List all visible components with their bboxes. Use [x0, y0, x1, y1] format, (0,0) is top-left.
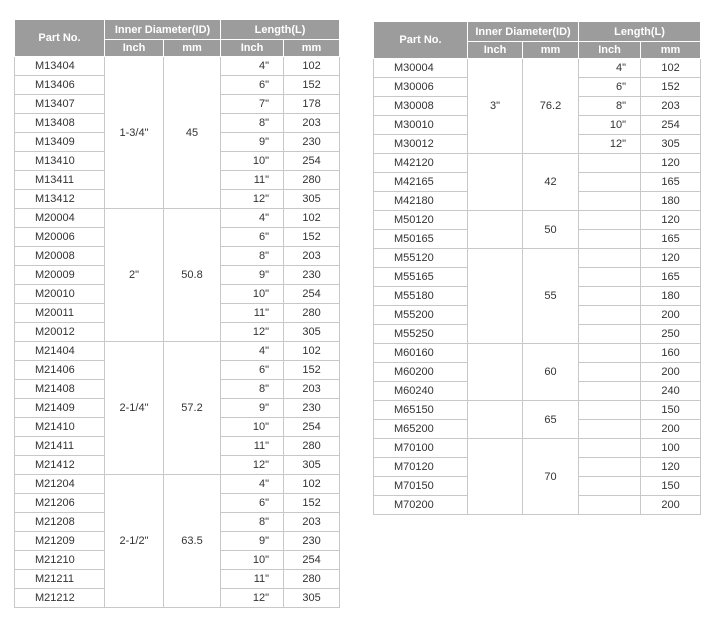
part-number-cell: M21209 [15, 532, 105, 551]
length-inch-cell: 8" [221, 380, 284, 399]
inner-diameter-inch-cell [468, 344, 523, 401]
part-number-cell: M21409 [15, 399, 105, 418]
table-body-left [15, 57, 340, 608]
part-number-cell: M13408 [15, 114, 105, 133]
length-inch-cell: 6" [221, 494, 284, 513]
part-number-cell: M13411 [15, 171, 105, 190]
length-inch-cell: 11" [221, 437, 284, 456]
length-mm-cell: 152 [284, 361, 340, 380]
header-len-inch: Inch [579, 42, 641, 59]
inner-diameter-inch-cell: 3" [468, 59, 523, 154]
part-number-cell: M13406 [15, 76, 105, 95]
inner-diameter-mm-cell: 50 [523, 211, 579, 249]
inner-diameter-mm-cell: 45 [164, 57, 221, 209]
part-number-cell: M30006 [374, 78, 468, 97]
inner-diameter-inch-cell: 2-1/2" [105, 475, 164, 608]
part-number-cell: M21406 [15, 361, 105, 380]
part-number-cell: M20004 [15, 209, 105, 228]
length-mm-cell: 203 [284, 380, 340, 399]
table-row [374, 401, 701, 420]
length-inch-cell: 6" [221, 228, 284, 247]
length-inch-cell [579, 154, 641, 173]
length-mm-cell: 250 [641, 325, 701, 344]
inner-diameter-mm-cell: 42 [523, 154, 579, 211]
part-number-cell: M30004 [374, 59, 468, 78]
part-number-cell: M70150 [374, 477, 468, 496]
length-inch-cell [579, 363, 641, 382]
length-inch-cell: 6" [221, 361, 284, 380]
part-number-cell: M30012 [374, 135, 468, 154]
part-number-cell: M20006 [15, 228, 105, 247]
inner-diameter-inch-cell: 2-1/4" [105, 342, 164, 475]
part-number-cell: M20008 [15, 247, 105, 266]
length-mm-cell: 102 [284, 209, 340, 228]
part-number-cell: M30010 [374, 116, 468, 135]
part-number-cell: M55165 [374, 268, 468, 287]
table-row [374, 154, 701, 173]
part-number-cell: M70100 [374, 439, 468, 458]
part-number-cell: M13410 [15, 152, 105, 171]
length-mm-cell: 102 [284, 342, 340, 361]
inner-diameter-mm-cell: 63.5 [164, 475, 221, 608]
length-mm-cell: 200 [641, 306, 701, 325]
part-number-cell: M42180 [374, 192, 468, 211]
header-len-mm: mm [641, 42, 701, 59]
length-inch-cell [579, 211, 641, 230]
length-mm-cell: 152 [641, 78, 701, 97]
length-inch-cell: 9" [221, 133, 284, 152]
part-number-cell: M65150 [374, 401, 468, 420]
length-inch-cell [579, 496, 641, 515]
length-mm-cell: 305 [284, 190, 340, 209]
length-mm-cell: 120 [641, 154, 701, 173]
length-mm-cell: 203 [284, 513, 340, 532]
length-inch-cell: 11" [221, 570, 284, 589]
length-inch-cell: 4" [221, 57, 284, 76]
length-inch-cell [579, 268, 641, 287]
inner-diameter-inch-cell [468, 439, 523, 515]
length-inch-cell [579, 306, 641, 325]
length-mm-cell: 180 [641, 287, 701, 306]
length-mm-cell: 200 [641, 363, 701, 382]
length-inch-cell: 12" [579, 135, 641, 154]
part-number-cell: M55250 [374, 325, 468, 344]
length-inch-cell: 8" [221, 247, 284, 266]
inner-diameter-inch-cell [468, 154, 523, 211]
part-number-cell: M50120 [374, 211, 468, 230]
part-number-cell: M55200 [374, 306, 468, 325]
part-number-cell: M20010 [15, 285, 105, 304]
length-mm-cell: 165 [641, 268, 701, 287]
length-mm-cell: 280 [284, 437, 340, 456]
inner-diameter-mm-cell: 76.2 [523, 59, 579, 154]
part-number-cell: M21410 [15, 418, 105, 437]
length-inch-cell: 7" [221, 95, 284, 114]
table-body-right [374, 59, 701, 515]
part-number-cell: M21206 [15, 494, 105, 513]
part-number-cell: M60160 [374, 344, 468, 363]
length-inch-cell [579, 192, 641, 211]
inner-diameter-mm-cell: 50.8 [164, 209, 221, 342]
length-inch-cell: 8" [579, 97, 641, 116]
length-mm-cell: 254 [284, 152, 340, 171]
table-row [15, 57, 340, 76]
part-number-cell: M20012 [15, 323, 105, 342]
length-mm-cell: 102 [284, 57, 340, 76]
inner-diameter-inch-cell [468, 401, 523, 439]
length-mm-cell: 305 [284, 456, 340, 475]
length-inch-cell: 4" [579, 59, 641, 78]
inner-diameter-inch-cell [468, 249, 523, 344]
header-inner-diameter: Inner Diameter(ID) [468, 22, 579, 42]
header-id-inch: Inch [468, 42, 523, 59]
length-mm-cell: 165 [641, 230, 701, 249]
length-inch-cell [579, 420, 641, 439]
length-mm-cell: 200 [641, 420, 701, 439]
table-row [374, 249, 701, 268]
length-inch-cell: 9" [221, 399, 284, 418]
table-row [15, 342, 340, 361]
length-mm-cell: 305 [284, 589, 340, 608]
table-row [374, 439, 701, 458]
length-mm-cell: 120 [641, 211, 701, 230]
length-inch-cell: 10" [579, 116, 641, 135]
part-number-cell: M21212 [15, 589, 105, 608]
length-mm-cell: 230 [284, 266, 340, 285]
length-inch-cell: 12" [221, 190, 284, 209]
length-inch-cell: 8" [221, 513, 284, 532]
length-mm-cell: 102 [641, 59, 701, 78]
length-mm-cell: 120 [641, 249, 701, 268]
length-mm-cell: 150 [641, 401, 701, 420]
table-row [374, 211, 701, 230]
part-number-cell: M21412 [15, 456, 105, 475]
spec-table-left [14, 19, 340, 608]
length-mm-cell: 100 [641, 439, 701, 458]
length-inch-cell [579, 287, 641, 306]
length-inch-cell [579, 439, 641, 458]
length-mm-cell: 254 [284, 418, 340, 437]
length-mm-cell: 280 [284, 570, 340, 589]
part-number-cell: M30008 [374, 97, 468, 116]
part-number-cell: M65200 [374, 420, 468, 439]
length-mm-cell: 305 [641, 135, 701, 154]
length-mm-cell: 230 [284, 532, 340, 551]
inner-diameter-inch-cell: 1-3/4" [105, 57, 164, 209]
length-inch-cell: 6" [221, 76, 284, 95]
table-row [374, 59, 701, 78]
header-length: Length(L) [221, 20, 340, 40]
part-number-cell: M21408 [15, 380, 105, 399]
length-inch-cell: 10" [221, 418, 284, 437]
length-inch-cell: 10" [221, 152, 284, 171]
length-mm-cell: 180 [641, 192, 701, 211]
length-mm-cell: 230 [284, 399, 340, 418]
length-inch-cell: 4" [221, 342, 284, 361]
length-mm-cell: 165 [641, 173, 701, 192]
header-length: Length(L) [579, 22, 701, 42]
part-number-cell: M42120 [374, 154, 468, 173]
length-mm-cell: 200 [641, 496, 701, 515]
part-number-cell: M21404 [15, 342, 105, 361]
length-mm-cell: 152 [284, 76, 340, 95]
length-mm-cell: 150 [641, 477, 701, 496]
length-inch-cell: 9" [221, 266, 284, 285]
inner-diameter-inch-cell [468, 211, 523, 249]
length-inch-cell: 12" [221, 456, 284, 475]
length-mm-cell: 160 [641, 344, 701, 363]
length-mm-cell: 240 [641, 382, 701, 401]
length-inch-cell [579, 344, 641, 363]
part-number-cell: M21204 [15, 475, 105, 494]
length-inch-cell [579, 401, 641, 420]
part-number-cell: M21208 [15, 513, 105, 532]
length-inch-cell: 10" [221, 285, 284, 304]
header-id-mm: mm [164, 40, 221, 57]
part-number-cell: M70120 [374, 458, 468, 477]
part-number-cell: M20009 [15, 266, 105, 285]
length-inch-cell [579, 382, 641, 401]
length-inch-cell [579, 325, 641, 344]
part-number-cell: M60240 [374, 382, 468, 401]
length-inch-cell [579, 230, 641, 249]
length-inch-cell: 4" [221, 475, 284, 494]
part-number-cell: M42165 [374, 173, 468, 192]
inner-diameter-mm-cell: 65 [523, 401, 579, 439]
length-mm-cell: 305 [284, 323, 340, 342]
length-mm-cell: 152 [284, 494, 340, 513]
length-inch-cell [579, 477, 641, 496]
inner-diameter-mm-cell: 60 [523, 344, 579, 401]
table-row [15, 209, 340, 228]
length-mm-cell: 120 [641, 458, 701, 477]
length-inch-cell: 12" [221, 323, 284, 342]
part-number-cell: M21411 [15, 437, 105, 456]
header-id-mm: mm [523, 42, 579, 59]
length-mm-cell: 280 [284, 304, 340, 323]
header-len-mm: mm [284, 40, 340, 57]
length-inch-cell: 11" [221, 171, 284, 190]
header-id-inch: Inch [105, 40, 164, 57]
length-inch-cell: 10" [221, 551, 284, 570]
part-number-cell: M13412 [15, 190, 105, 209]
length-mm-cell: 254 [284, 551, 340, 570]
length-mm-cell: 152 [284, 228, 340, 247]
inner-diameter-mm-cell: 57.2 [164, 342, 221, 475]
length-inch-cell: 4" [221, 209, 284, 228]
part-number-cell: M13409 [15, 133, 105, 152]
header-part-no: Part No. [15, 20, 105, 57]
part-number-cell: M50165 [374, 230, 468, 249]
table-row [15, 475, 340, 494]
inner-diameter-inch-cell: 2" [105, 209, 164, 342]
length-inch-cell [579, 249, 641, 268]
inner-diameter-mm-cell: 55 [523, 249, 579, 344]
table-row [374, 344, 701, 363]
length-inch-cell: 8" [221, 114, 284, 133]
length-mm-cell: 254 [641, 116, 701, 135]
length-inch-cell [579, 458, 641, 477]
length-mm-cell: 254 [284, 285, 340, 304]
part-number-cell: M55180 [374, 287, 468, 306]
part-number-cell: M55120 [374, 249, 468, 268]
length-inch-cell: 6" [579, 78, 641, 97]
length-inch-cell: 9" [221, 532, 284, 551]
length-mm-cell: 230 [284, 133, 340, 152]
length-inch-cell: 12" [221, 589, 284, 608]
part-number-cell: M21211 [15, 570, 105, 589]
part-number-cell: M20011 [15, 304, 105, 323]
length-mm-cell: 203 [284, 114, 340, 133]
length-inch-cell: 11" [221, 304, 284, 323]
length-mm-cell: 280 [284, 171, 340, 190]
spec-table-right [373, 21, 701, 515]
length-mm-cell: 203 [284, 247, 340, 266]
header-inner-diameter: Inner Diameter(ID) [105, 20, 221, 40]
header-part-no: Part No. [374, 22, 468, 59]
length-inch-cell [579, 173, 641, 192]
part-number-cell: M60200 [374, 363, 468, 382]
length-mm-cell: 203 [641, 97, 701, 116]
length-mm-cell: 178 [284, 95, 340, 114]
part-number-cell: M21210 [15, 551, 105, 570]
length-mm-cell: 102 [284, 475, 340, 494]
part-number-cell: M13404 [15, 57, 105, 76]
part-number-cell: M13407 [15, 95, 105, 114]
inner-diameter-mm-cell: 70 [523, 439, 579, 515]
part-number-cell: M70200 [374, 496, 468, 515]
header-len-inch: Inch [221, 40, 284, 57]
